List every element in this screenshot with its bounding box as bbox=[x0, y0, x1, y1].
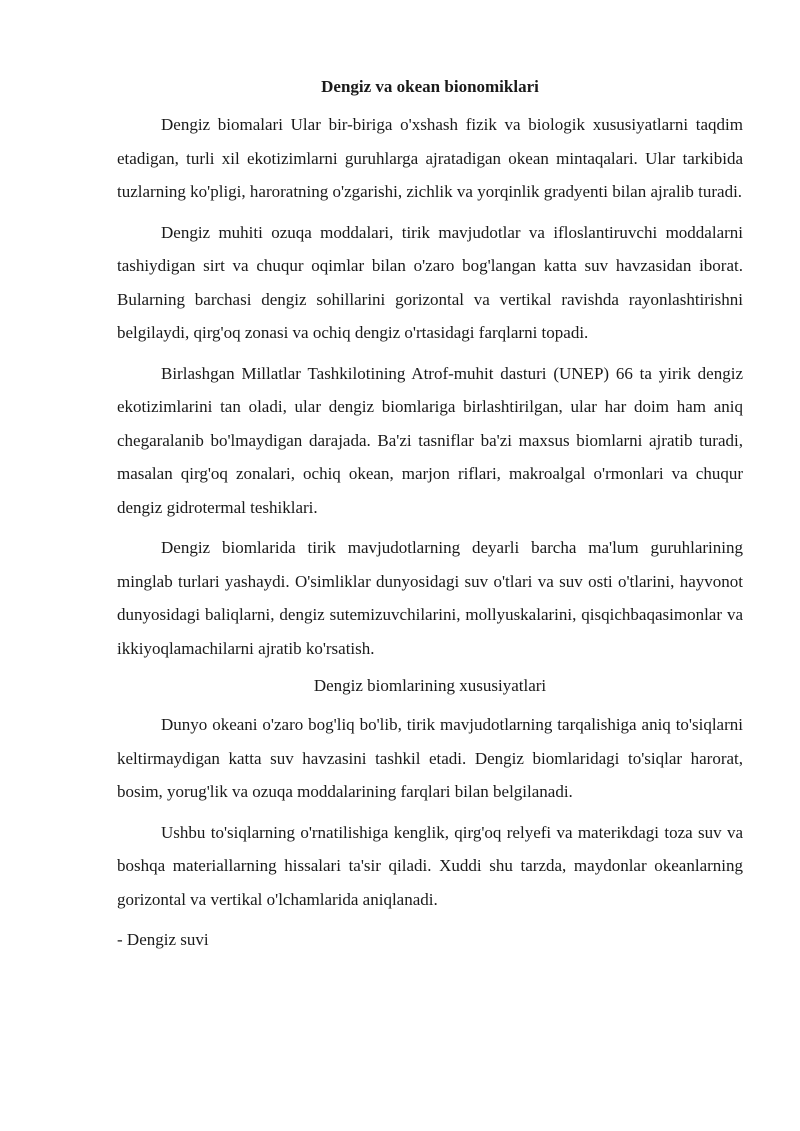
paragraph: Dengiz biomlarida tirik mavjudotlarning deyarli barcha ma'lum guruhlarining minglab turlari yashaydi. O'simliklar dunyosidagi suv o'tlari va suv osti o'tlarini, hayvonot dunyosidagi baliqlarni, dengiz sutemizuvchilarini, mollyuskalarini, qisqichbaqasimonlar va ikkiyoqlamachilarni ajratib ko'rsatish. bbox=[117, 538, 743, 658]
section-subheading: Dengiz biomlarining xususiyatlari bbox=[313, 676, 547, 695]
paragraph: Ushbu to'siqlarning o'rnatilishiga kenglik, qirg'oq relyefi va materikdagi toza suv va boshqa materiallarning hissalari ta'sir qiladi. Xuddi shu tarzda, maydonlar okeanlarning gorizontal va vertikal o'lchamlarida aniqlanadi. bbox=[117, 822, 743, 909]
list-item: - Dengiz suvi bbox=[117, 930, 209, 949]
document-title: Dengiz va okean bionomiklari bbox=[321, 77, 539, 96]
paragraph: Dengiz biomalari Ular bir-biriga o'xshash fizik va biologik xususiyatlarni taqdim etadigan, turli xil ekotizimlarni guruhlarga ajratadigan okean mintaqalari. Ular tarkibida tuzlarning ko'pligi, haroratning o'zgarishi, zichlik va yorqinlik gradyenti bilan ajralib turadi. bbox=[117, 115, 743, 201]
paragraph: Birlashgan Millatlar Tashkilotining Atrof-muhit dasturi (UNEP) 66 ta yirik dengiz ekotizimlarini tan oladi, ular dengiz biomlariga birlashtirilgan, ular har doim ham aniq chegaralanib bo'lmaydigan darajada. Ba'zi tasniflar ba'zi maxsus biomlarni ajratib turadi, masalan qirg'oq zonalari, ochiq okean, marjon riflari, makroalgal o'rmonlari va chuqur dengiz gidrotermal teshiklari. bbox=[117, 363, 743, 517]
document-page bbox=[117, 74, 743, 956]
paragraph: Dunyo okeani o'zaro bog'liq bo'lib, tirik mavjudotlarning tarqalishiga aniq to'siqlarni keltirmaydigan katta suv havzasini tashkil etadi. Dengiz biomlaridagi to'siqlar harorat, bosim, yorug'lik va ozuqa moddalarining farqlari bilan belgilanadi. bbox=[117, 715, 743, 801]
paragraph: Dengiz muhiti ozuqa moddalari, tirik mavjudotlar va ifloslantiruvchi moddalarni tashiydigan sirt va chuqur oqimlar bilan o'zaro bog'langan katta suv havzasidan iborat. Bularning barchasi dengiz sohillarini gorizontal va vertikal ravishda rayonlashtirishni belgilaydi, qirg'oq zonasi va ochiq dengiz o'rtasidagi farqlarni topadi. bbox=[117, 222, 743, 342]
